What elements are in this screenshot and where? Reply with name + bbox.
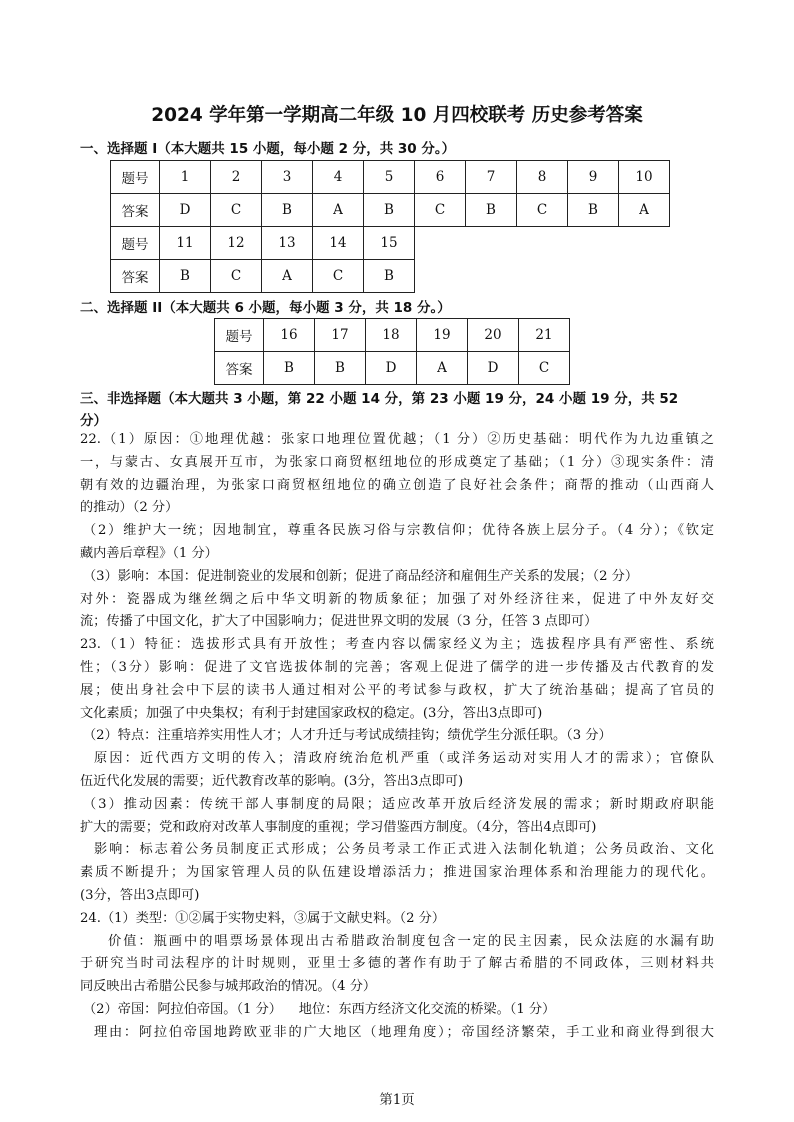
answer-cell: A — [262, 260, 313, 293]
answer-line: 文化素质；加强了中央集权；有利于封建国家政权的稳定。(3分，答出3点即可) — [80, 705, 543, 721]
question-number-cell: 20 — [468, 319, 519, 352]
answer-cell: B — [568, 194, 619, 227]
question-number-row — [111, 227, 670, 260]
answer-line: (3分，答出3点即可) — [80, 887, 200, 903]
answer-cell: C — [211, 194, 262, 227]
row-label-question: 题号 — [111, 161, 160, 194]
answer-line: 扩大的需要；党和政府对改革人事制度的重视；学习借鉴西方制度。（4分，答出4点即可) — [80, 819, 597, 835]
row-label-answer: 答案 — [111, 260, 160, 293]
question-number-cell: 8 — [517, 161, 568, 194]
section3-heading-line2: 分） — [80, 413, 107, 429]
question-number-cell: 11 — [160, 227, 211, 260]
answer-body — [80, 429, 714, 1045]
question-number-cell: 18 — [366, 319, 417, 352]
answer-cell: B — [466, 194, 517, 227]
row-label-question: 题号 — [111, 227, 160, 260]
answer-cell: C — [313, 260, 364, 293]
answer-line: 流；传播了中国文化，扩大了中国影响力；促进世界文明的发展（3 分，任答 3 点即可） — [80, 614, 598, 630]
row-label-question: 题号 — [215, 319, 264, 352]
answer-line: 同反映出古希腊公民参与城邦政治的情况。（4 分） — [80, 979, 377, 995]
question-number-cell: 5 — [364, 161, 415, 194]
answer-line: 于研究当时司法程序的计时规则，亚里士多德的著作有助于了解古希腊的不同政体，三则材料共 — [80, 956, 714, 972]
answer-cell: B — [364, 194, 415, 227]
answer-cell: D — [366, 352, 417, 385]
page-number: 第1页 — [379, 1092, 415, 1108]
section1-heading: 一、选择题 I（本大题共 15 小题，每小题 2 分，共 30 分。） — [80, 141, 456, 157]
answer-row — [215, 352, 570, 385]
answer-line: 24.（1）类型：①②属于实物史料，③属于文献史料。（2 分） — [80, 910, 446, 926]
answer-cell: B — [160, 260, 211, 293]
answer-line: （3）推动因素：传统干部人事制度的局限；适应改革开放后经济发展的需求；新时期政府职能 — [83, 796, 714, 812]
section3-heading-line1: 三、非选择题（本大题共 3 小题，第 22 小题 14 分，第 23 小题 19 分，24 小题 19 分，共 52 — [80, 391, 679, 407]
answer-cell: C — [517, 194, 568, 227]
section2-heading: 二、选择题 II（本大题共 6 小题，每小题 3 分，共 18 分。） — [80, 300, 451, 316]
answer-cell: D — [160, 194, 211, 227]
question-number-cell: 2 — [211, 161, 262, 194]
answer-line: （2）帝国：阿拉伯帝国。（1 分） 地位：东西方经济文化交流的桥梁。（1 分） — [83, 1001, 556, 1017]
answer-row — [111, 260, 670, 293]
question-number-cell: 13 — [262, 227, 313, 260]
question-number-cell: 6 — [415, 161, 466, 194]
answer-cell: C — [415, 194, 466, 227]
question-number-cell: 12 — [211, 227, 262, 260]
answer-cell: B — [262, 194, 313, 227]
question-number-cell: 4 — [313, 161, 364, 194]
answer-line: 一，与蒙古、女真展开互市，为张家口商贸枢纽地位的形成奠定了基础；（1 分）③现实条件：清 — [80, 454, 714, 470]
answer-line: 影响：标志着公务员制度正式形成；公务员考录工作正式进入法制化轨道；公务员政治、文化 — [94, 842, 714, 858]
answer-line: 的推动）（2 分） — [80, 500, 179, 516]
question-number-cell: 7 — [466, 161, 517, 194]
answer-line: 价值：瓶画中的唱票场景体现出古希腊政治制度包含一定的民主因素，民众法庭的水漏有助 — [108, 933, 714, 949]
answer-cell: A — [313, 194, 364, 227]
answer-line: 藏内善后章程》（1 分） — [80, 545, 218, 561]
answer-line: 理由：阿拉伯帝国地跨欧亚非的广大地区（地理角度）；帝国经济繁荣，手工业和商业得到很大 — [94, 1024, 714, 1040]
section2-answer-table — [214, 318, 570, 385]
row-label-answer: 答案 — [215, 352, 264, 385]
question-number-row — [215, 319, 570, 352]
question-number-cell: 3 — [262, 161, 313, 194]
answer-line: 23.（1）特征：选拔形式具有开放性；考查内容以儒家经义为主；选拔程序具有严密性、系统 — [80, 637, 714, 653]
row-label-answer: 答案 — [111, 194, 160, 227]
answer-line: 素质不断提升；为国家管理人员的队伍建设增添活力；推进国家治理体系和治理能力的现代化。 — [80, 865, 714, 881]
answer-cell: A — [417, 352, 468, 385]
answer-cell: B — [264, 352, 315, 385]
question-number-cell: 15 — [364, 227, 415, 260]
answer-line: （3）影响：本国：促进制瓷业的发展和创新；促进了商品经济和雇佣生产关系的发展；（2 分） — [83, 568, 639, 584]
answer-cell: D — [468, 352, 519, 385]
answer-line: 伍近代化发展的需要；近代教育改革的影响。(3分，答出3点即可) — [80, 773, 464, 789]
question-number-row — [111, 161, 670, 194]
section1-answer-table — [110, 160, 670, 293]
answer-line: （2）维护大一统；因地制宜，尊重各民族习俗与宗教信仰；优待各族上层分子。（4 分）；《钦定 — [83, 523, 714, 539]
answer-cell: B — [364, 260, 415, 293]
answer-cell: A — [619, 194, 670, 227]
answer-line: 原因：近代西方文明的传入；清政府统治危机严重（或洋务运动对实用人才的需求）；官僚队 — [94, 751, 714, 767]
answer-cell: C — [519, 352, 570, 385]
answer-line: 对外：瓷器成为继丝绸之后中华文明新的物质象征；加强了对外经济往来，促进了中外友好交 — [80, 591, 714, 607]
answer-line: 22.（1）原因：①地理优越：张家口地理位置优越；（1 分）②历史基础：明代作为九边重镇之 — [80, 432, 714, 447]
question-number-cell: 10 — [619, 161, 670, 194]
page-title: 2024 学年第一学期高二年级 10 月四校联考 历史参考答案 — [151, 105, 643, 126]
answer-line: 展；使出身社会中下层的读书人通过相对公平的考试参与政权，扩大了统治基础；提高了官员的 — [80, 682, 714, 698]
question-number-cell: 16 — [264, 319, 315, 352]
answer-row — [111, 194, 670, 227]
question-number-cell: 17 — [315, 319, 366, 352]
answer-line: （2）特点：注重培养实用性人才；人才升迁与考试成绩挂钩；绩优学生分派任职。（3 分） — [83, 728, 612, 744]
question-number-cell: 1 — [160, 161, 211, 194]
answer-cell: B — [315, 352, 366, 385]
answer-line: 性；（3分）影响：促进了文官选拔体制的完善；客观上促进了儒学的进一步传播及古代教育的发 — [80, 659, 714, 675]
question-number-cell: 9 — [568, 161, 619, 194]
answer-line: 朝有效的边疆治理，为张家口商贸枢纽地位的确立创造了良好社会条件；商帮的推动（山西商人 — [80, 477, 714, 493]
question-number-cell: 19 — [417, 319, 468, 352]
question-number-cell: 14 — [313, 227, 364, 260]
question-number-cell: 21 — [519, 319, 570, 352]
answer-cell: C — [211, 260, 262, 293]
